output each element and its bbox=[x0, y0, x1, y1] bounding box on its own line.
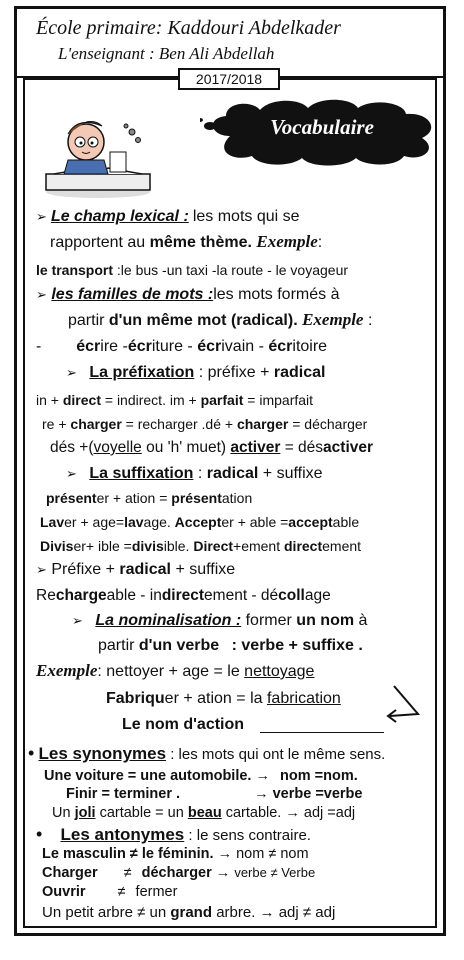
suffixation-example-1 bbox=[46, 489, 252, 507]
suffix: ire - bbox=[100, 338, 128, 355]
text: Re bbox=[36, 587, 56, 604]
prefixation-formula-a: préfixe + bbox=[207, 364, 270, 381]
familles-def-1: les mots formés à bbox=[213, 286, 340, 303]
text: ement - dé bbox=[204, 587, 279, 604]
text: arger bbox=[334, 416, 368, 432]
suffixation-heading: La suffixation bbox=[89, 465, 194, 482]
text: verbe =verbe bbox=[272, 786, 363, 802]
text: arbre. bbox=[216, 904, 256, 921]
bullet-dot-icon: • bbox=[28, 743, 35, 763]
radical: coll bbox=[278, 587, 305, 604]
vocabulaire-title: Vocabulaire bbox=[270, 115, 374, 139]
prefixation-example-2 bbox=[42, 415, 367, 433]
teacher-illustration bbox=[38, 112, 158, 200]
text: re + bbox=[42, 416, 71, 432]
text: nom =nom. bbox=[280, 768, 358, 784]
radical: Direct bbox=[193, 538, 234, 554]
text: = dés bbox=[280, 439, 324, 456]
radical: divis bbox=[131, 538, 164, 554]
right-arrow-icon: → bbox=[285, 805, 300, 821]
suffix: ivain - bbox=[221, 338, 269, 355]
exemple-colon: : bbox=[367, 312, 373, 329]
text: = imp bbox=[243, 392, 282, 408]
bullet-arrow-icon: ➢ bbox=[72, 613, 83, 628]
exemple-label: Exemple bbox=[36, 661, 98, 680]
nominalisation-example-1 bbox=[36, 662, 314, 681]
bullet-arrow-icon: ➢ bbox=[36, 287, 47, 302]
nominalisation-example-2 bbox=[106, 690, 341, 708]
label: + suffixe bbox=[175, 561, 236, 578]
synonymes-line bbox=[28, 744, 385, 764]
champ-lexical-def-2b: même thème. bbox=[149, 234, 252, 251]
synonymes-heading: Les synonymes bbox=[38, 744, 167, 763]
text: Finir = terminer . bbox=[66, 786, 181, 802]
text: er + ation = la bbox=[164, 690, 267, 707]
radical: charge bbox=[55, 587, 107, 604]
synonymes-def: : les mots qui ont le même sens. bbox=[170, 746, 386, 763]
suffixation-formula-a: radical bbox=[206, 465, 259, 482]
text: er + age= bbox=[64, 514, 125, 530]
text: adj ≠ adj bbox=[278, 904, 336, 921]
teacher-name: L'enseignant : Ben Ali Abdellah bbox=[58, 44, 275, 63]
bullet-arrow-icon: ➢ bbox=[66, 466, 77, 481]
radical: présent bbox=[171, 490, 222, 506]
suffixation-formula-b: + suffixe bbox=[262, 465, 323, 482]
right-arrow-icon: → bbox=[254, 786, 269, 802]
antonymes-example-4 bbox=[42, 904, 335, 922]
text: nettoyage bbox=[244, 663, 315, 680]
radical: présent bbox=[46, 490, 97, 506]
text: : nettoy bbox=[97, 663, 150, 680]
champ-lexical-def-2a: rapportent au bbox=[50, 234, 146, 251]
radical: écr bbox=[127, 338, 152, 355]
text: fermer bbox=[135, 884, 178, 900]
text: Ouvrir bbox=[42, 884, 86, 900]
radical: direct bbox=[161, 587, 205, 604]
synonymes-example-3 bbox=[52, 804, 355, 822]
text: Charger bbox=[42, 865, 98, 881]
text: er + able = bbox=[221, 514, 289, 530]
text: +ement bbox=[233, 538, 284, 554]
suffixation-example-3 bbox=[40, 537, 361, 555]
suffixation-colon: : bbox=[197, 465, 203, 482]
bullet-dot-icon: • bbox=[36, 824, 43, 844]
text: ement bbox=[322, 538, 362, 554]
radical: Lav bbox=[40, 514, 65, 530]
radical: direct bbox=[284, 538, 323, 554]
school-title: École primaire: Kaddouri Abdelkader bbox=[36, 17, 341, 39]
label: Préfixe + bbox=[51, 561, 115, 578]
bullet-arrow-icon: ➢ bbox=[36, 562, 47, 577]
text: fabrication bbox=[266, 690, 341, 707]
antonymes-def: : le sens contraire. bbox=[188, 827, 311, 844]
radical: Accept bbox=[174, 514, 222, 530]
radical: écr bbox=[76, 338, 101, 355]
nominalisation-nom-action: Le nom d'action bbox=[122, 716, 245, 733]
text: er + age = le bbox=[149, 663, 245, 680]
radical: écr bbox=[197, 338, 222, 355]
text: Un bbox=[42, 904, 62, 921]
champ-lexical-heading: Le champ lexical : bbox=[50, 208, 189, 225]
familles-def-2b: d'un même mot (radical). bbox=[108, 312, 298, 329]
text: grand bbox=[170, 904, 213, 921]
champ-lexical-example-b: :le bus -un taxi -la route - le voyageur bbox=[116, 262, 349, 278]
right-arrow-icon: → bbox=[215, 865, 231, 881]
text: arfait bbox=[281, 392, 314, 408]
text: ou 'h' muet) bbox=[141, 439, 231, 456]
champ-lexical-line-2 bbox=[50, 233, 322, 252]
prefixe-radical-suffixe-line bbox=[36, 561, 235, 579]
radical: parfait bbox=[200, 392, 244, 408]
nominalisation-heading: La nominalisation : bbox=[95, 612, 242, 629]
champ-lexical-example bbox=[36, 261, 348, 279]
suffixation-example-2 bbox=[40, 513, 359, 531]
text: voyelle bbox=[93, 439, 142, 456]
text: beau bbox=[187, 805, 222, 821]
familles-line-2 bbox=[68, 311, 372, 330]
text: er + ation = bbox=[96, 490, 172, 506]
antonymes-heading: Les antonymes bbox=[60, 825, 185, 844]
antonymes-line bbox=[36, 825, 311, 845]
text: irect bbox=[135, 392, 163, 408]
text: able bbox=[332, 514, 360, 530]
text: = déch bbox=[288, 416, 335, 432]
prefixation-example-3 bbox=[50, 439, 373, 457]
text: décharger bbox=[141, 865, 212, 881]
radical: charger bbox=[236, 416, 289, 432]
text: : verbe + suffixe . bbox=[231, 637, 363, 654]
text: cartable = un bbox=[99, 805, 184, 821]
text: un nom bbox=[296, 612, 355, 629]
text: arbre ≠ un bbox=[97, 904, 167, 921]
prefixation-heading: La préfixation bbox=[89, 364, 195, 381]
text: Le masculin ≠ le féminin. bbox=[42, 846, 214, 862]
text: cartable. bbox=[225, 805, 282, 821]
text: . im + bbox=[162, 392, 201, 408]
text: able - in bbox=[106, 587, 162, 604]
familles-example bbox=[36, 338, 327, 356]
right-arrow-icon: → bbox=[255, 768, 270, 784]
school-year: 2017/2018 bbox=[178, 68, 280, 90]
exemple-colon: : bbox=[317, 234, 323, 251]
text: age bbox=[304, 587, 331, 604]
nominalisation-line-1 bbox=[72, 612, 367, 630]
bullet-arrow-icon: ➢ bbox=[66, 365, 77, 380]
champ-lexical-line-1 bbox=[36, 208, 300, 226]
suffixation-line bbox=[66, 465, 323, 483]
text: Un bbox=[52, 805, 71, 821]
familles-heading: les familles de mots : bbox=[51, 286, 214, 303]
radical: activer bbox=[323, 439, 374, 456]
text: former bbox=[245, 612, 292, 629]
bullet-arrow-icon: ➢ bbox=[36, 209, 47, 224]
text: verbe ≠ Verbe bbox=[234, 865, 316, 880]
champ-lexical-def-1: les mots qui se bbox=[192, 208, 300, 225]
prefixation-example-1 bbox=[36, 391, 313, 409]
prefixe-radical-suffixe-example bbox=[36, 587, 331, 605]
nominalisation-line-2 bbox=[98, 637, 363, 655]
text: à bbox=[358, 612, 368, 629]
text: joli bbox=[74, 805, 96, 821]
dash: - bbox=[36, 338, 42, 355]
radical: direct bbox=[62, 392, 101, 408]
text: dés +( bbox=[50, 439, 94, 456]
synonymes-example-1 bbox=[44, 767, 358, 785]
exemple-label: Exemple bbox=[302, 310, 364, 329]
prefixation-colon: : bbox=[198, 364, 204, 381]
text: ible. bbox=[163, 538, 194, 554]
curved-arrow-icon bbox=[380, 682, 430, 732]
familles-line-1 bbox=[36, 286, 339, 304]
right-arrow-icon: → bbox=[259, 904, 275, 921]
radical: Divis bbox=[40, 538, 74, 554]
antonymes-example-1 bbox=[42, 845, 309, 863]
text: Une voiture = une automobile. bbox=[44, 768, 252, 784]
radical: lav bbox=[124, 514, 144, 530]
prefixation-formula-b: radical bbox=[273, 364, 326, 381]
suffix: iture - bbox=[151, 338, 198, 355]
text: d'un verbe bbox=[138, 637, 220, 654]
text: nom ≠ nom bbox=[236, 846, 309, 862]
exemple-label: Exemple bbox=[256, 232, 318, 251]
familles-def-2a: partir bbox=[68, 312, 105, 329]
antonymes-example-2 bbox=[42, 864, 315, 882]
text: ≠ bbox=[123, 865, 132, 881]
radical: accept bbox=[288, 514, 333, 530]
right-arrow-icon: → bbox=[217, 846, 233, 862]
champ-lexical-example-a: le transport bbox=[36, 262, 114, 278]
radical: charger bbox=[70, 416, 122, 432]
answer-line bbox=[260, 732, 384, 733]
prefixation-line bbox=[66, 364, 325, 382]
suffix: itoire bbox=[292, 338, 328, 355]
text: age. bbox=[143, 514, 175, 530]
label: radical bbox=[119, 561, 171, 578]
text: in + bbox=[36, 392, 63, 408]
text: .dé + bbox=[197, 416, 237, 432]
antonymes-example-3 bbox=[42, 883, 177, 901]
synonymes-example-2 bbox=[66, 785, 362, 803]
text: petit bbox=[65, 904, 94, 921]
radical: écr bbox=[268, 338, 293, 355]
text: er+ ible = bbox=[73, 538, 132, 554]
text: partir bbox=[98, 637, 135, 654]
text: ation bbox=[221, 490, 253, 506]
text: arger bbox=[164, 416, 198, 432]
radical: activer bbox=[230, 439, 281, 456]
radical: Fabriqu bbox=[106, 690, 165, 707]
text: ≠ bbox=[117, 884, 126, 900]
text: = ind bbox=[100, 392, 136, 408]
text: adj =adj bbox=[303, 805, 356, 821]
text: = rech bbox=[121, 416, 165, 432]
